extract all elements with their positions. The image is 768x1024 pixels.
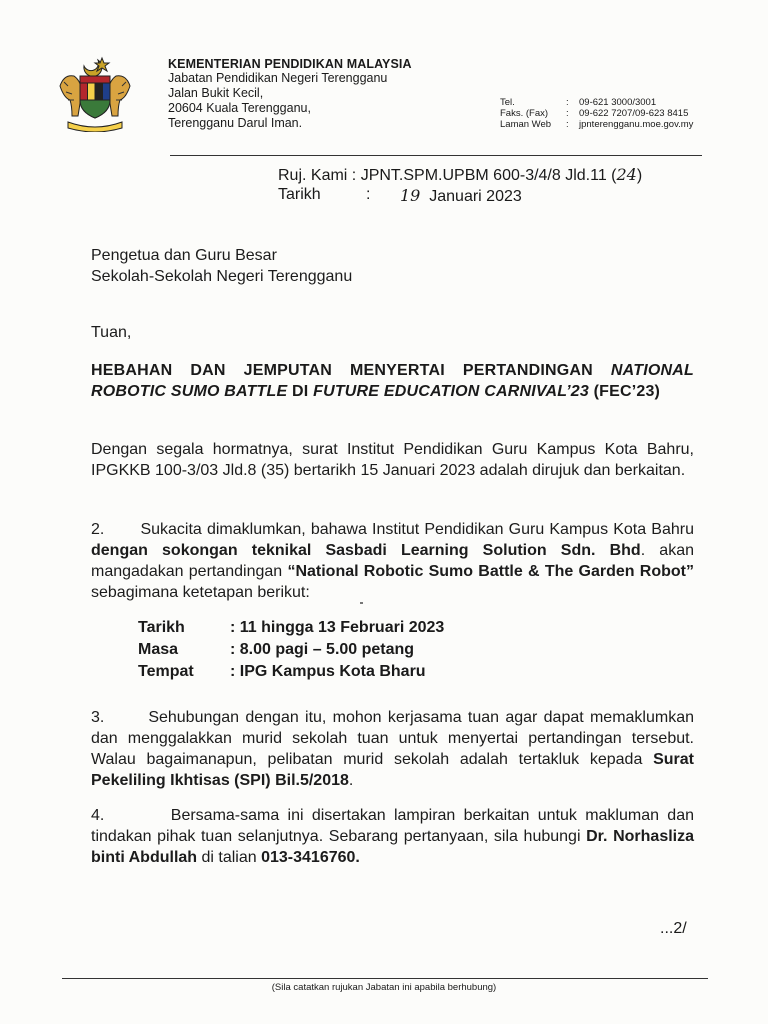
header-divider <box>170 155 702 156</box>
heading-italic: FUTURE EDUCATION CARNIVAL’23 <box>313 383 589 400</box>
address-line: 20604 Kuala Terengganu, <box>168 101 311 115</box>
para-bold: “National Robotic Sumo Battle & The Garden Robot” <box>287 563 694 580</box>
detail-value-tarikh: : 11 hingga 13 Februari 2023 <box>230 619 445 636</box>
para-text: Bersama-sama ini disertakan lampiran berkaitan untuk makluman dan tindakan pihak tuan selanjutnya. Sebarang pertanyaan, sila hubungi <box>91 807 695 845</box>
para-text: . akan mangadakan pertandingan <box>91 542 695 580</box>
page-continuation: ...2/ <box>660 920 687 937</box>
scan-speck <box>360 602 363 604</box>
address-line: Terengganu Darul Iman. <box>168 116 303 130</box>
contact-colon: : <box>566 108 569 119</box>
coat-of-arms-icon <box>54 52 136 132</box>
ministry-name: KEMENTERIAN PENDIDIKAN MALAYSIA <box>168 57 412 71</box>
reference-tarikh-label: Tarikh <box>278 186 321 203</box>
ref-close: ) <box>636 167 643 184</box>
detail-label-tarikh: Tarikh <box>138 619 185 636</box>
para-text: . <box>348 772 354 789</box>
contact-label-fax: Faks. (Fax) <box>500 108 549 119</box>
contact-colon: : <box>566 97 569 108</box>
detail-value-masa: : 8.00 pagi – 5.00 petang <box>230 641 415 658</box>
para-bold: Dr. Norhasliza binti Abdullah <box>91 828 695 866</box>
paragraph-4 <box>91 805 694 868</box>
reference-number: Ruj. Kami : JPNT.SPM.UPBM 600-3/4/8 Jld.11 (24) <box>278 165 643 184</box>
contact-tel: 09-621 3000/3001 <box>579 97 657 108</box>
reference-date <box>400 186 522 206</box>
detail-label-masa: Masa <box>138 641 179 658</box>
ref-handwritten: 24 <box>616 165 637 184</box>
para-text: Sukacita dimaklumkan, bahawa Institut Pendidikan Guru Kampus Kota Bahru <box>140 521 695 538</box>
reference-colon: : <box>366 186 371 203</box>
footer-note: (Sila catatkan rujukan Jabatan ini apabila berhubung) <box>271 982 497 993</box>
heading-part: DI <box>287 383 314 400</box>
footer-divider <box>62 978 708 979</box>
date-month-year: Januari 2023 <box>429 188 522 205</box>
para-bold: dengan sokongan teknikal Sasbadi Learning Solution Sdn. Bhd <box>91 542 641 559</box>
para-bold: 013-3416760. <box>261 849 360 866</box>
letter-heading <box>91 360 694 402</box>
date-handwritten-day: 19 <box>400 186 421 205</box>
paragraph-number: 4. <box>91 807 105 824</box>
detail-value-tempat: : IPG Kampus Kota Bharu <box>230 663 426 680</box>
address-line: Jalan Bukit Kecil, <box>168 86 264 100</box>
contact-website: jpnterengganu.moe.gov.my <box>579 119 694 130</box>
salutation: Tuan, <box>91 324 132 341</box>
paragraph-1: Dengan segala hormatnya, surat Institut Pendidikan Guru Kampus Kota Bahru, IPGKKB 100-3/03 Jld.8 (35) bertarikh 15 Januari 2023 adalah dirujuk dan berkaitan. <box>91 441 694 479</box>
address-line: Jabatan Pendidikan Negeri Terengganu <box>168 71 388 85</box>
para-bold: Surat Pekeliling Ikhtisas (SPI) Bil.5/2018 <box>91 751 694 789</box>
contact-fax: 09-622 7207/09-623 8415 <box>579 108 689 119</box>
recipient-line: Sekolah-Sekolah Negeri Terengganu <box>91 268 353 285</box>
para-text: Sehubungan dengan itu, mohon kerjasama tuan agar dapat memaklumkan dan menggalakkan murid sekolah tuan untuk menyertai pertandingan tersebut. Walau bagaimanapun, pelibatan murid sekolah adalah tertakluk kepada <box>91 709 695 768</box>
paragraph-3 <box>91 707 694 791</box>
contact-colon: : <box>566 119 569 130</box>
detail-label-tempat: Tempat <box>138 663 194 680</box>
contact-label-tel: Tel. <box>500 97 515 108</box>
heading-italic: NATIONAL ROBOTIC SUMO BATTLE <box>91 362 694 400</box>
paragraph-number: 3. <box>91 709 105 726</box>
heading-part: HEBAHAN DAN JEMPUTAN MENYERTAI PERTANDINGAN <box>91 362 611 379</box>
ref-label: Ruj. Kami <box>278 167 348 184</box>
paragraph-number: 2. <box>91 521 105 538</box>
paragraph-2 <box>91 519 694 603</box>
para-text: di talian <box>197 849 262 866</box>
ref-value: JPNT.SPM.UPBM 600-3/4/8 Jld.11 ( <box>360 167 617 184</box>
heading-part: (FEC’23) <box>588 383 661 400</box>
recipient-line: Pengetua dan Guru Besar <box>91 247 277 264</box>
contact-label-web: Laman Web <box>500 119 552 130</box>
para-text: sebagimana ketetapan berikut: <box>91 584 310 601</box>
